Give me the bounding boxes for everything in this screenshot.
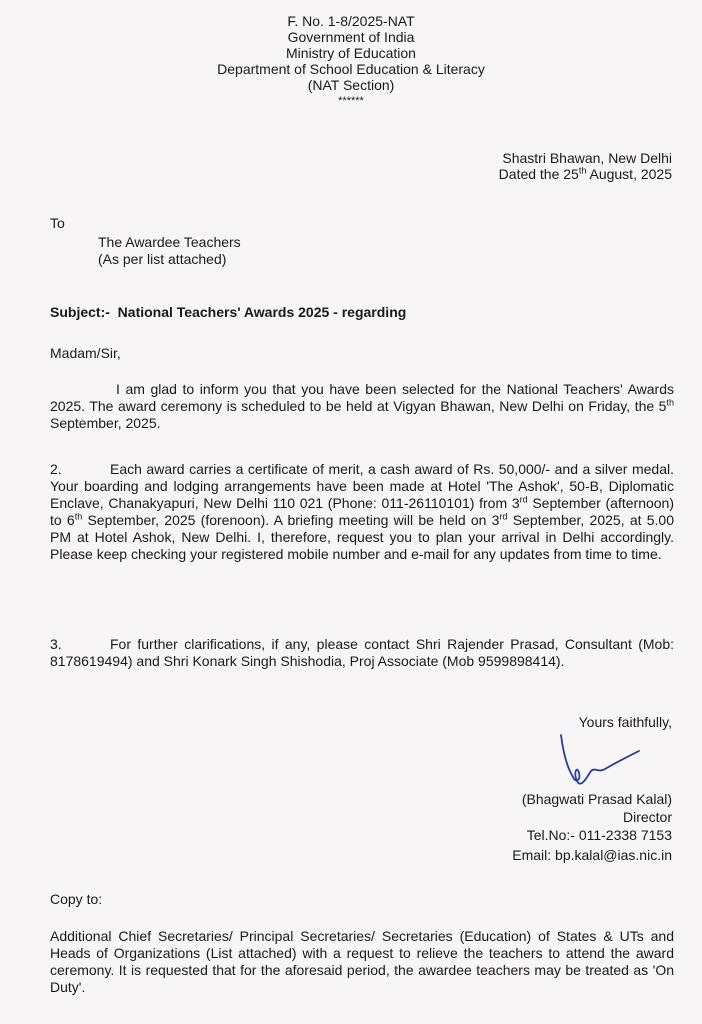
paragraph-3: 3. For further clarifications, if any, please contact Shri Rajender Prasad, Consultant (Mob: 8178619494) and Shri Konark Singh Shishodia, Proj Associate (Mob 9599898414). — [50, 636, 674, 669]
copy-to-text: Additional Chief Secretaries/ Principal Secretaries/ Secretaries (Education) of States & UTs and Heads of Organizations (List attached) with a request to relieve the teachers to attend the award ceremony. It is requested that for the aforesaid period, the awardee teachers may be treated as 'On Duty'. — [50, 928, 674, 995]
salutation: Madam/Sir, — [50, 345, 121, 361]
closing: Yours faithfully, — [578, 714, 672, 730]
header-stars: ****** — [338, 95, 364, 107]
signature-mark — [555, 733, 645, 793]
signatory-designation: Director — [622, 809, 672, 825]
copy-to-label: Copy to: — [50, 891, 103, 907]
file-number: F. No. 1-8/2025-NAT — [287, 13, 415, 29]
signatory-email: Email: bp.kalal@ias.nic.in — [512, 847, 672, 863]
paragraph-1: I am glad to inform you that you have been selected for the National Teachers' Awards 2025. The award ceremony is scheduled to be held at Vigyan Bhawan, New Delhi on Friday, the 5th September, 2025. — [50, 381, 674, 431]
department-line: Department of School Education & Literacy — [217, 61, 485, 77]
place-line: Shastri Bhawan, New Delhi — [502, 150, 672, 166]
subject-line: Subject:- National Teachers' Awards 2025 - regarding — [50, 304, 407, 320]
paragraph-2: 2. Each award carries a certificate of merit, a cash award of Rs. 50,000/- and a silver medal. Your boarding and lodging arrangements have been made at Hotel 'The Ashok', 50-B, Diplomatic Enclave, Chanakyapuri, New Delhi 110 021 (Phone: 011-26110101) from 3rd September (afternoon) to 6th September, 2025 (forenoon). A briefing meeting will be held on 3rd September, 2025, at 5.00 PM at Hotel Ashok, New Delhi. I, therefore, request you to plan your arrival in Delhi accordingly. Please keep checking your registered mobile number and e-mail for any updates from time to time. — [50, 461, 674, 562]
government-line: Government of India — [287, 29, 415, 45]
to-label: To — [50, 215, 65, 231]
addressee-line: The Awardee Teachers — [98, 234, 241, 250]
signatory-name: (Bhagwati Prasad Kalal) — [521, 791, 672, 807]
addressee-note: (As per list attached) — [98, 251, 227, 267]
signatory-phone: Tel.No:- 011-2338 7153 — [526, 827, 672, 843]
date-line: Dated the 25th August, 2025 — [498, 165, 672, 182]
ministry-line: Ministry of Education — [286, 45, 416, 61]
section-line: (NAT Section) — [307, 77, 395, 93]
